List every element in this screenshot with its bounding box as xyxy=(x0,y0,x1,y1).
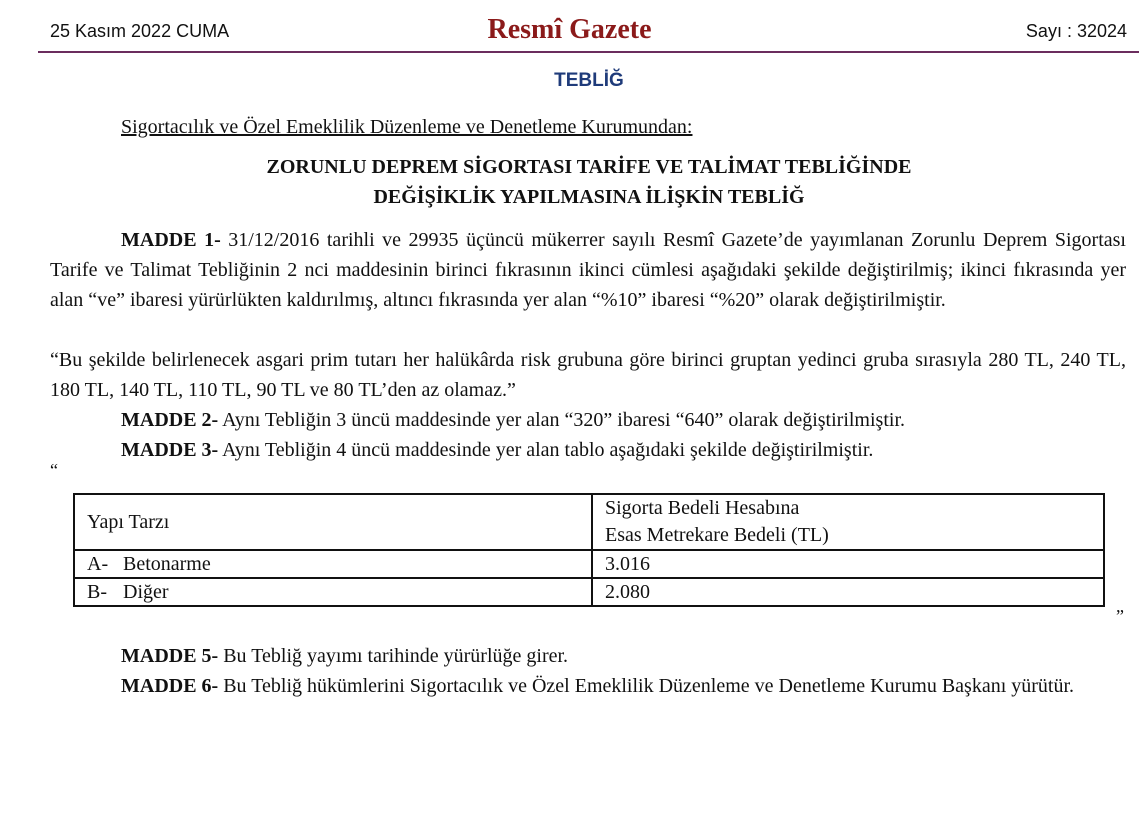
gazette-issue-number: Sayı : 32024 xyxy=(1025,21,1127,41)
table-opening-quote: “ xyxy=(50,460,58,480)
article-6 xyxy=(50,671,1126,701)
table-header-unit-price-line-2: Esas Metrekare Bedeli (TL) xyxy=(605,524,829,546)
article-2-text: Aynı Tebliğin 3 üncü maddesinde yer alan “320” ibaresi “640” olarak değiştirilmiştir. xyxy=(218,409,905,431)
issuing-institution: Sigortacılık ve Özel Emeklilik Düzenleme ve Denetleme Kurumundan: xyxy=(121,116,693,138)
rate-table xyxy=(73,493,1105,607)
table-cell-construction-type xyxy=(74,578,592,606)
gazette-date: 25 Kasım 2022 CUMA xyxy=(50,21,230,41)
header-divider xyxy=(38,51,1139,53)
article-2-label: MADDE 2- xyxy=(121,409,219,431)
article-1-quoted-sentence: “Bu şekilde belirlenecek asgari prim tutarı her halükârda risk grubuna göre birinci gruptan yedinci gruba sırasıyla 280 TL, 240 TL, 180 TL, 140 TL, 110 TL, 90 TL ve 80 TL’den az olamaz.” xyxy=(50,349,1126,401)
row-type: Betonarme xyxy=(123,553,211,575)
article-3-text: Aynı Tebliğin 4 üncü maddesinde yer alan tablo aşağıdaki şekilde değiştirilmiştir. xyxy=(218,439,874,461)
section-heading: TEBLİĞ xyxy=(554,70,624,91)
row-prefix: A- xyxy=(87,553,109,575)
article-5-label: MADDE 5- xyxy=(121,645,219,667)
document-title-line-1: ZORUNLU DEPREM SİGORTASI TARİFE VE TALİMAT TEBLİĞİNDE xyxy=(266,156,912,178)
table-closing-quote: ” xyxy=(1116,606,1124,626)
document-title-line-2: DEĞİŞİKLİK YAPILMASINA İLİŞKİN TEBLİĞ xyxy=(373,186,805,208)
article-1 xyxy=(50,225,1126,315)
table-cell-unit-price: 2.080 xyxy=(592,578,1104,606)
document-title xyxy=(0,152,1139,212)
row-type: Diğer xyxy=(123,581,169,603)
article-1-text: 31/12/2016 tarihli ve 29935 üçüncü mükerrer sayılı Resmî Gazete’de yayımlanan Zorunlu Deprem Sigortası Tarife ve Talimat Tebliğinin 2 nci maddesinin birinci fıkrasının ikinci cümlesi aşağıdaki şekilde değiştirilmiş; ikinci fıkrasında yer alan “ve” ibaresi yürürlükten kaldırılmış, altıncı fıkrasında yer alan “%10” ibaresi “%20” olarak değiştirilmiştir. xyxy=(50,229,1126,311)
table-header-unit-price xyxy=(592,494,1104,550)
article-2 xyxy=(50,405,1126,435)
article-5-text: Bu Tebliğ yayımı tarihinde yürürlüğe girer. xyxy=(218,645,569,667)
article-5 xyxy=(50,641,1126,671)
article-6-label: MADDE 6- xyxy=(121,675,219,697)
table-header-construction-type: Yapı Tarzı xyxy=(74,494,592,550)
article-6-text: Bu Tebliğ hükümlerini Sigortacılık ve Özel Emeklilik Düzenleme ve Denetleme Kurumu Başkanı yürütür. xyxy=(218,675,1075,697)
table-cell-unit-price: 3.016 xyxy=(592,550,1104,578)
row-prefix: B- xyxy=(87,581,107,603)
article-3 xyxy=(50,435,1126,465)
table-header-unit-price-line-1: Sigorta Bedeli Hesabına xyxy=(605,497,800,519)
article-3-label: MADDE 3- xyxy=(121,439,219,461)
table-cell-construction-type xyxy=(74,550,592,578)
article-1-label: MADDE 1- xyxy=(121,229,221,251)
gazette-title: Resmî Gazete xyxy=(487,14,652,45)
table-row xyxy=(74,578,1104,606)
table-header-row xyxy=(74,494,1104,550)
table-row xyxy=(74,550,1104,578)
